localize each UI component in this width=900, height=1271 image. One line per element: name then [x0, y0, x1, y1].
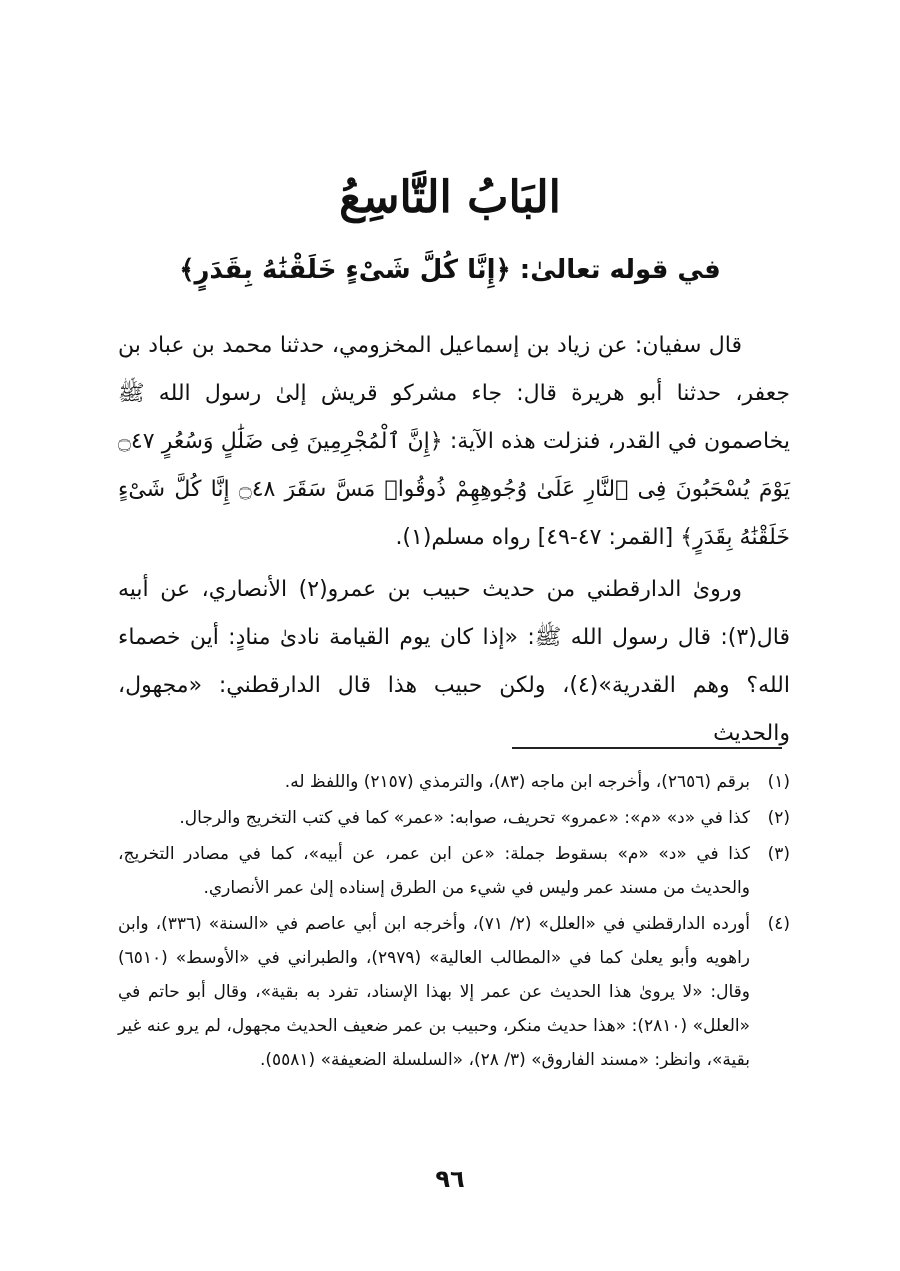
footnote-text: كذا في «د» «م»: «عمرو» تحريف، صوابه: «عمر» كما في كتب التخريج والرجال.: [179, 808, 750, 828]
chapter-subtitle: في قوله تعالىٰ: ﴿إِنَّا كُلَّ شَىْءٍ خَلَقْنَٰهُ بِقَدَرٍ﴾: [179, 255, 721, 285]
footnote-text: كذا في «د» «م» بسقوط جملة: «عن ابن عمر، عن أبيه»، كما في مصادر التخريج، والحديث من مسند عمر وليس في شيء من الطرق إسناده إلىٰ عمر الأنصاري.: [118, 844, 750, 898]
page-number: ٩٦: [435, 1165, 465, 1193]
footnote-4: [118, 907, 790, 1077]
footnote-2: [118, 801, 790, 835]
footnote-3: [118, 837, 790, 905]
footnote-number: (٢): [767, 808, 790, 828]
footnote-separator: [512, 747, 782, 749]
footnote-1: [118, 765, 790, 799]
footnote-text: أورده الدارقطني في «العلل» (٢/ ٧١)، وأخرجه ابن أبي عاصم في «السنة» (٣٣٦)، وابن راهويه وأبو يعلىٰ كما في «المطالب العالية» (٢٩٧٩)، والطبراني في «الأوسط» (٦٥١٠) وقال: «لا يروىٰ هذا الحديث عن عمر إلا بهذا الإسناد، تفرد به بقية»، وقال أبو حاتم في «العلل» (٢٨١٠): «هذا حديث منكر، وحبيب بن عمر ضعيف الحديث مجهول، لم يرو عنه غير بقية»، وانظر: «مسند الفاروق» (٣/ ٢٨)، «السلسلة الضعيفة» (٥٥٨١).: [118, 914, 751, 1070]
paragraph-text: قال سفيان: عن زياد بن إسماعيل المخزومي، حدثنا محمد بن عباد بن جعفر، حدثنا أبو هريرة قال: جاء مشركو قريش إلىٰ رسول الله ﷺ يخاصمون في القدر، فنزلت هذه الآية: ﴿إِنَّ ٱلْمُجْرِمِينَ فِى ضَلَٰلٍ وَسُعُرٍ ۝٤٧ يَوْمَ يُسْحَبُونَ فِى ٱلنَّارِ عَلَىٰ وُجُوهِهِمْ ذُوقُوا۟ مَسَّ سَقَرَ ۝٤٨ إِنَّا كُلَّ شَىْءٍ خَلَقْنَٰهُ بِقَدَرٍ﴾ [القمر: ٤٧-٤٩] رواه مسلم(١).: [118, 333, 790, 550]
footnotes: [118, 765, 790, 1079]
footnote-text: برقم (٢٦٥٦)، وأخرجه ابن ماجه (٨٣)، والترمذي (٢١٥٧) واللفظ له.: [284, 772, 750, 792]
footnote-number: (١): [767, 772, 790, 792]
paragraph-text: وروىٰ الدارقطني من حديث حبيب بن عمرو(٢) الأنصاري، عن أبيه قال(٣): قال رسول الله ﷺ: «إذا كان يوم القيامة نادىٰ منادٍ: أين خصماء الله؟ وهم القدرية»(٤)، ولكن حبيب هذا قال الدارقطني: «مجهول، والحديث: [118, 577, 790, 746]
chapter-title: البَابُ التَّاسِعُ: [339, 172, 561, 223]
body-paragraph-1: [118, 322, 790, 562]
footnote-number: (٤): [767, 914, 790, 934]
body-paragraph-2: [118, 566, 790, 758]
footnote-number: (٣): [767, 844, 790, 864]
